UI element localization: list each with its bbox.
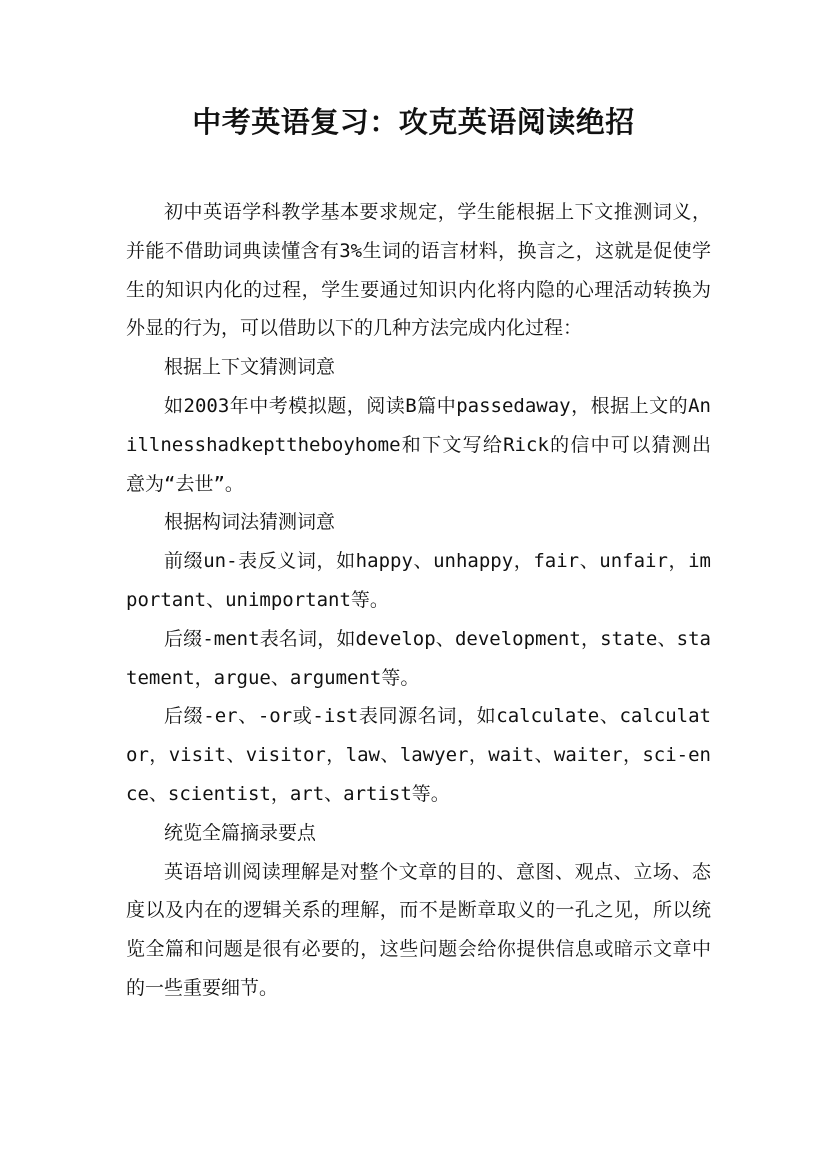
paragraph-overview: 英语培训阅读理解是对整个文章的目的、意图、观点、立场、态度以及内在的逻辑关系的理解，而不是断章取义的一孔之见，所以统览全篇和问题是很有必要的，这些问题会给你提供信息或暗示文章中的一些重要细节。 [126, 860, 711, 999]
document-body [126, 193, 711, 1008]
section-heading-word-formation: 根据构词法猜测词意 [164, 511, 336, 534]
paragraph-suffix-ment: 后缀-ment表名词，如develop、development，state、statement，argue、argument等。 [126, 627, 711, 689]
paragraph-context-example: 如2003年中考模拟题，阅读B篇中passedaway，根据上文的Anillnesshadkepttheboyhome和下文写给Rick的信中可以猜测出意为“去世”。 [126, 394, 711, 495]
paragraph-intro: 初中英语学科教学基本要求规定，学生能根据上下文推测词义，并能不借助词典读懂含有3%生词的语言材料，换言之，这就是促使学生的知识内化的过程，学生要通过知识内化将内隐的心理活动转换为外显的行为，可以借助以下的几种方法完成内化过程： [126, 201, 711, 340]
section-heading-context: 根据上下文猜测词意 [164, 356, 336, 379]
document-title: 中考英语复习：攻克英语阅读绝招 [192, 105, 635, 139]
section-heading-overview: 统览全篇摘录要点 [164, 821, 317, 844]
paragraph-prefix-un: 前缀un-表反义词，如happy、unhappy，fair、unfair，important、unimportant等。 [126, 550, 711, 611]
paragraph-suffix-er-or-ist: 后缀-er、-or或-ist表同源名词，如calculate、calculator，visit、visitor，law、lawyer，wait、waiter，sci-ence、scientist，art、artist等。 [126, 705, 711, 805]
